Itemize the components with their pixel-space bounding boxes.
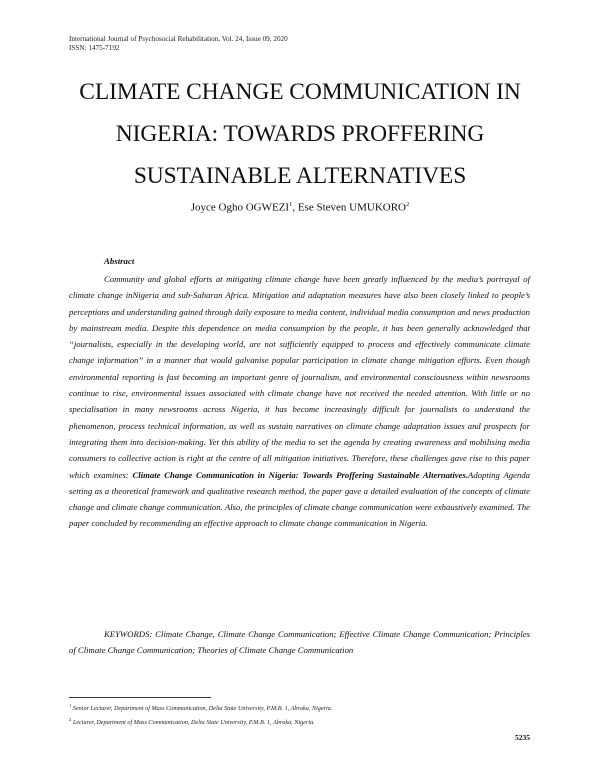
footnote-2-mark: 2 bbox=[69, 716, 72, 722]
author-separator: , bbox=[292, 201, 298, 214]
title-line-3: SUSTAINABLE ALTERNATIVES bbox=[133, 163, 467, 189]
abstract-bold-title: Climate Change Communication in Nigeria: Towards Proffering Sustainable Alternatives. bbox=[132, 469, 469, 480]
abstract-text-part-2: Adopting Agenda setting as a theoretical framework and qualitative research method, the paper gave a detailed evaluation of the concepts of climate change and climate change communication. Also, the principles of climate change communication were exhaustively examined. The paper concluded by recommending an effective approach to climate change communication in Nigeria. bbox=[69, 469, 531, 529]
author-2-footnote-mark: 2 bbox=[406, 201, 410, 208]
author-line bbox=[0, 201, 600, 214]
footnote-2 bbox=[69, 715, 332, 729]
issn: ISSN: 1475-7192 bbox=[69, 44, 120, 53]
footnote-2-text: Lecturer, Department of Mass Communication, Delta State University, P.M.B. 1, Abraka, Nigeria. bbox=[71, 718, 315, 726]
footnote-1-text: Senior Lecturer, Department of Mass Communication, Delta State University, P.M.B. 1, Abraka, Nigeria. bbox=[71, 705, 333, 713]
journal-header bbox=[69, 35, 288, 54]
footnote-1-mark: 1 bbox=[69, 703, 72, 708]
author-1-name: Joyce Ogho OGWEZI bbox=[190, 201, 290, 214]
footnotes bbox=[69, 701, 332, 728]
keywords bbox=[69, 626, 530, 659]
footnote-1 bbox=[69, 701, 332, 715]
author-2-name: Ese Steven UMUKORO bbox=[297, 201, 407, 214]
title-line-1: CLIMATE CHANGE COMMUNICATION IN bbox=[79, 79, 521, 105]
paper-title bbox=[40, 71, 560, 197]
abstract-text-part-1: Community and global efforts at mitigating climate change have been greatly influenced by the media’s portrayal of climate change inNigeria and sub-Saharan Africa. Mitigation and adaptation measures have also been closely linked to people’s perceptions and understanding gained through daily exposure to media content, individual media consumption and news production by mainstream media. Despite this dependence on media consumption by the people, it has been generally acknowledged that “journalists, especially in the developing world, are not sufficiently equipped to process and effectively communicate climate change information” in a manner that would galvanise popular participation in climate change mitigation efforts. Even though environmental reporting is fast becoming an important genre of journalism, and environmental consciousness within newsrooms continue to rise, environmental issues associated with climate change have not received the needed attention. With little or no specialisation in many newsrooms across Nigeria, it has become increasingly difficult for journalists to understand the phenomenon, process technical information, as well as sustain narratives on climate change adaptation issues and prospects for integrating them into decision-making. Yet this ability of the media to set the agenda by creating awareness and mobilising media consumers to collective action is right at the centre of all mitigation initiatives. Therefore, these challenges gave rise to this paper which examines: bbox=[69, 274, 530, 480]
abstract-body bbox=[69, 271, 530, 532]
journal-citation: International Journal of Psychosocial Rehabilitation, Vol. 24, Issue 09, 2020 bbox=[69, 35, 288, 43]
page-number: 5235 bbox=[515, 733, 530, 742]
abstract-heading: Abstract bbox=[104, 256, 135, 266]
footnote-divider bbox=[69, 697, 211, 698]
author-1-footnote-mark: 1 bbox=[289, 201, 293, 208]
keywords-label: KEYWORDS bbox=[104, 629, 150, 639]
keywords-text: : Climate Change, Climate Change Communication; Effective Climate Change Communication; Principles of Climate Change Communication; Theories of Climate Change Communication bbox=[69, 629, 530, 656]
title-line-2: NIGERIA: TOWARDS PROFFERING bbox=[115, 121, 485, 147]
